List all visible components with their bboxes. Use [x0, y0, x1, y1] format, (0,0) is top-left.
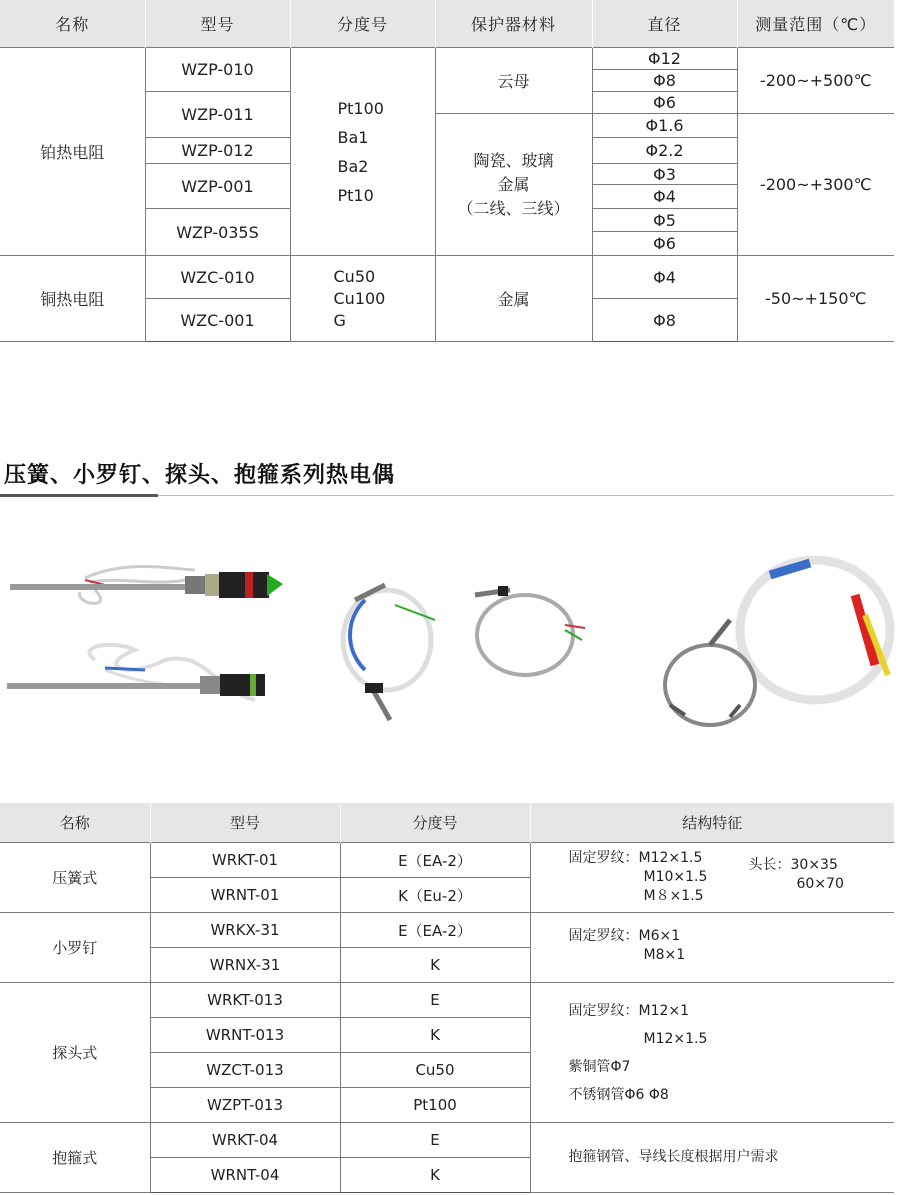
model-cell: WRNT-013 — [150, 1018, 340, 1053]
range-cell: -50~+150℃ — [737, 256, 894, 342]
diameter-cell: Φ3 — [592, 164, 737, 185]
material-line: 金属 — [497, 174, 530, 194]
diameter-cell: Φ4 — [592, 185, 737, 209]
diameter-cell: Φ6 — [592, 232, 737, 256]
diameter-cell: Φ2.2 — [592, 138, 737, 164]
grade-item: Cu100 — [333, 288, 386, 308]
grade-cell: K — [340, 1158, 530, 1193]
table-row — [0, 256, 894, 299]
structure-cell: 抱箍钢管、导线长度根据用户需求 — [530, 1123, 894, 1193]
grade-item: Ba1 — [337, 127, 369, 147]
pt-grades — [290, 48, 435, 256]
model-cell: WRNT-04 — [150, 1158, 340, 1193]
group-name: 小罗钉 — [0, 913, 150, 983]
grade-cell: Cu50 — [340, 1053, 530, 1088]
section-title: 压簧、小罗钉、探头、抱箍系列热电偶 — [4, 463, 396, 488]
diameter-cell: Φ8 — [592, 70, 737, 92]
thermocouple-table — [0, 803, 894, 1193]
feature-line: 60×70 — [796, 876, 844, 892]
grade-item: Cu50 — [333, 266, 376, 286]
grade-cell: K — [340, 948, 530, 983]
material-mica: 云母 — [435, 48, 592, 114]
structure-cell — [530, 843, 894, 913]
grade-cell: E（EA-2） — [340, 913, 530, 948]
model-cell: WRNX-31 — [150, 948, 340, 983]
feature-line: 紫铜管Φ7 — [568, 1058, 631, 1075]
model-cell: WZP-011 — [145, 92, 290, 138]
model-cell: WZPT-013 — [150, 1088, 340, 1123]
table-row — [0, 913, 894, 948]
group-name: 压簧式 — [0, 843, 150, 913]
feature-line: 不锈钢管Φ6 Φ8 — [568, 1086, 669, 1103]
probe-thermocouple-image — [470, 580, 590, 685]
diameter-cell: Φ5 — [592, 209, 737, 232]
header-grade: 分度号 — [290, 0, 435, 48]
table-header-row — [0, 803, 894, 843]
feature-line: M12×1.5 — [643, 1030, 708, 1047]
header-name: 名称 — [0, 803, 150, 843]
header-model: 型号 — [145, 0, 290, 48]
grade-item: G — [333, 310, 346, 330]
grade-cell: Pt100 — [340, 1088, 530, 1123]
header-range: 测量范围（℃） — [737, 0, 894, 48]
grade-item: Ba2 — [337, 156, 369, 176]
header-diameter: 直径 — [592, 0, 737, 48]
table-row — [0, 983, 894, 1018]
grade-cell: K — [340, 1018, 530, 1053]
range-cell: -200~+300℃ — [737, 114, 894, 256]
model-cell: WZP-010 — [145, 48, 290, 92]
grade-cell: K（Eu-2） — [340, 878, 530, 913]
material-metal: 金属 — [435, 256, 592, 342]
material-line: 陶瓷、玻璃 — [473, 150, 554, 170]
pt-name: 铂热电阻 — [0, 48, 145, 256]
diameter-cell: Φ8 — [592, 299, 737, 342]
group-name: 探头式 — [0, 983, 150, 1123]
model-cell: WRKX-31 — [150, 913, 340, 948]
model-cell: WZC-001 — [145, 299, 290, 342]
model-cell: WZCT-013 — [150, 1053, 340, 1088]
grade-cell: E — [340, 983, 530, 1018]
header-material: 保护器材料 — [435, 0, 592, 48]
diameter-cell: Φ4 — [592, 256, 737, 299]
feature-line: 固定罗纹：M12×1.5 — [568, 850, 703, 866]
feature-line: M10×1.5 — [643, 869, 708, 885]
cu-grades — [290, 256, 435, 342]
diameter-cell: Φ12 — [592, 48, 737, 70]
diameter-cell: Φ1.6 — [592, 114, 737, 138]
divider-accent — [0, 494, 158, 497]
model-cell: WRKT-01 — [150, 843, 340, 878]
model-cell: WRNT-01 — [150, 878, 340, 913]
header-grade: 分度号 — [340, 803, 530, 843]
model-cell: WRKT-013 — [150, 983, 340, 1018]
feature-line: M８×1.5 — [643, 888, 704, 904]
feature-line: 固定罗纹：M6×1 — [568, 928, 681, 944]
feature-line: 固定罗纹：M12×1 — [568, 1002, 690, 1019]
screw-thermocouple-image — [335, 580, 445, 730]
grade-item: Pt10 — [337, 185, 374, 205]
header-name: 名称 — [0, 0, 145, 48]
table-header-row — [0, 0, 894, 48]
material-line: （二线、三线） — [457, 198, 570, 218]
resistance-table — [0, 0, 894, 342]
cu-name: 铜热电阻 — [0, 256, 145, 342]
material-ceramic — [435, 114, 592, 256]
group-name: 抱箍式 — [0, 1123, 150, 1193]
model-cell: WZP-012 — [145, 138, 290, 164]
spring-thermocouple-image — [5, 550, 290, 710]
grade-cell: E — [340, 1123, 530, 1158]
structure-cell — [530, 983, 894, 1123]
model-cell: WZP-001 — [145, 164, 290, 209]
feature-line: M8×1 — [643, 947, 686, 963]
grade-cell: E（EA-2） — [340, 843, 530, 878]
grade-item: Pt100 — [337, 98, 384, 118]
clamp-thermocouple-image — [650, 555, 895, 730]
diameter-cell: Φ6 — [592, 92, 737, 114]
header-model: 型号 — [150, 803, 340, 843]
structure-cell — [530, 913, 894, 983]
range-cell: -200~+500℃ — [737, 48, 894, 114]
table-row — [0, 1123, 894, 1158]
model-cell: WRKT-04 — [150, 1123, 340, 1158]
model-cell: WZC-010 — [145, 256, 290, 299]
model-cell: WZP-035S — [145, 209, 290, 256]
table-row — [0, 843, 894, 878]
feature-line: 头长：30×35 — [748, 857, 838, 873]
header-structure: 结构特征 — [530, 803, 894, 843]
table-row — [0, 48, 894, 70]
